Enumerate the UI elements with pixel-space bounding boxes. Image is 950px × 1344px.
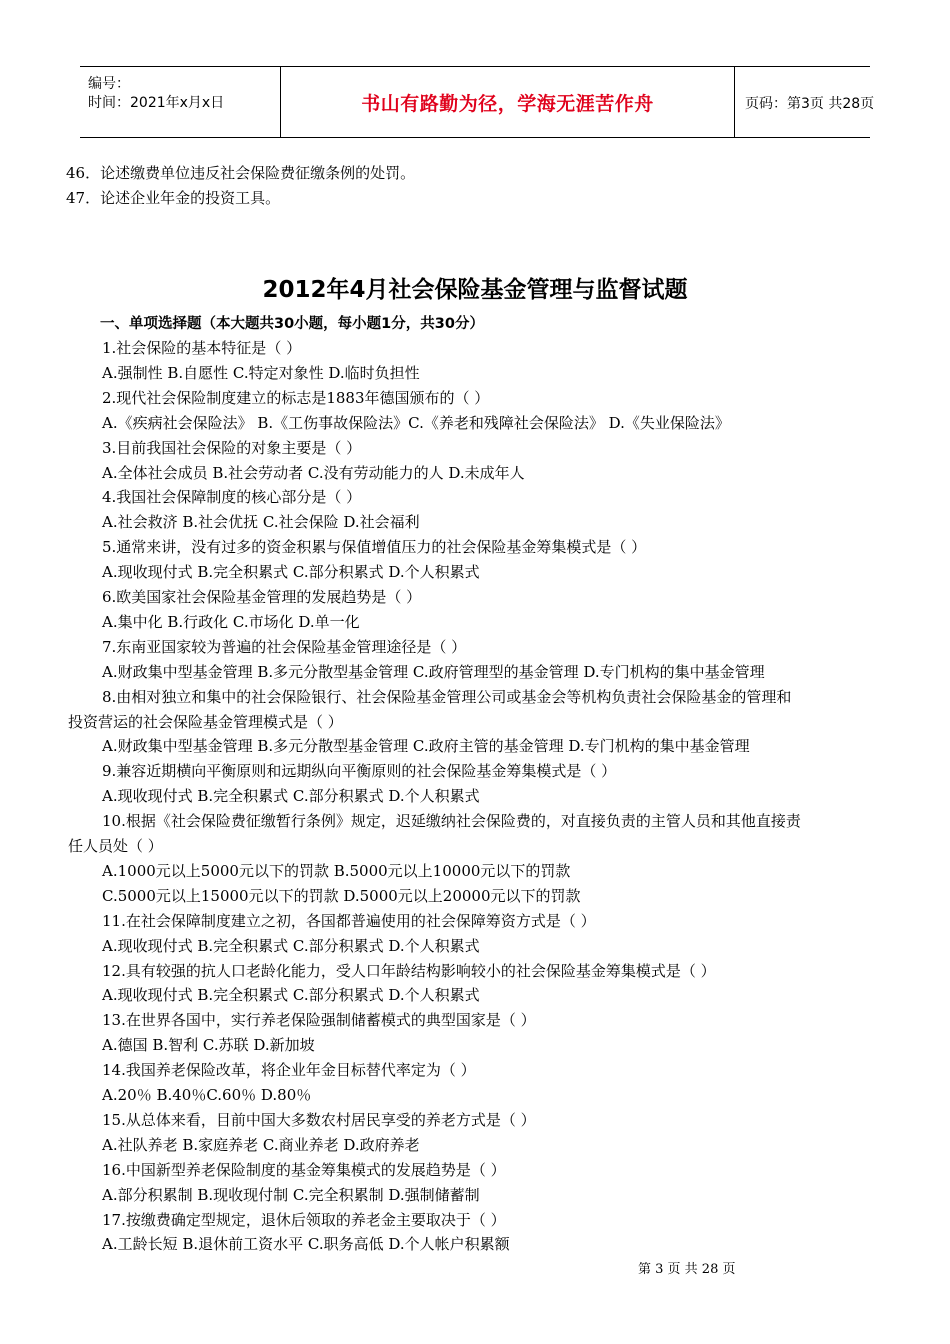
question-line: C.5000元以上15000元以下的罚款 D.5000元以上20000元以下的罚款 xyxy=(102,886,581,905)
question-line: A.20％ B.40％C.60％ D.80％ xyxy=(102,1086,312,1104)
question-line: 任人员处（ ） xyxy=(68,837,163,855)
question-line: A.《疾病社会保险法》 B.《工伤事故保险法》C.《养老和残障社会保险法》 D.《失业保险法》 xyxy=(102,413,730,432)
question-line: A.现收现付式 B.完全积累式 C.部分积累式 D.个人积累式 xyxy=(102,936,480,955)
section-heading: 一、单项选择题（本大题共30小题，每小题1分，共30分） xyxy=(100,316,484,332)
question-line: 8.由相对独立和集中的社会保险银行、社会保险基金管理公司或基金会等机构负责社会保险基金的管理和 xyxy=(102,687,792,706)
question-line: 投资营运的社会保险基金管理模式是（ ） xyxy=(68,712,343,731)
question-line: 4.我国社会保障制度的核心部分是（ ） xyxy=(102,488,362,507)
question-line: A.现收现付式 B.完全积累式 C.部分积累式 D.个人积累式 xyxy=(102,986,480,1005)
question-line: A.社会救济 B.社会优抚 C.社会保险 D.社会福利 xyxy=(102,513,420,532)
question-line: 5.通常来讲，没有过多的资金积累与保值增值压力的社会保险基金筹集模式是（ ） xyxy=(102,538,647,557)
question-line: A.现收现付式 B.完全积累式 C.部分积累式 D.个人积累式 xyxy=(102,563,480,582)
question-line: 12.具有较强的抗人口老龄化能力，受人口年龄结构影响较小的社会保险基金筹集模式是（ ） xyxy=(102,961,716,980)
header-left-cell xyxy=(80,67,280,137)
question-line: A.现收现付式 B.完全积累式 C.部分积累式 D.个人积累式 xyxy=(102,787,480,806)
question-line: A.财政集中型基金管理 B.多元分散型基金管理 C.政府主管的基金管理 D.专门机构的集中基金管理 xyxy=(102,737,750,756)
question-line: A.强制性 B.自愿性 C.特定对象性 D.临时负担性 xyxy=(102,363,420,382)
question-line: 11.在社会保障制度建立之初，各国都普遍使用的社会保障筹资方式是（ ） xyxy=(102,911,596,930)
question-line: A.财政集中型基金管理 B.多元分散型基金管理 C.政府管理型的基金管理 D.专门机构的集中基金管理 xyxy=(102,662,765,681)
page-footer: 第 3 页 共 28 页 xyxy=(638,1262,736,1277)
header-right-cell xyxy=(735,67,875,137)
time-label: 时间：2021年x月x日 xyxy=(88,95,225,111)
question-line: 14.我国养老保险改革，将企业年金目标替代率定为（ ） xyxy=(102,1061,476,1080)
number-label: 编号： xyxy=(88,76,130,92)
question-line: A.部分积累制 B.现收现付制 C.完全积累制 D.强制储蓄制 xyxy=(102,1185,480,1204)
question-line: 1.社会保险的基本特征是（ ） xyxy=(102,339,302,357)
question-line: A.德国 B.智利 C.苏联 D.新加坡 xyxy=(102,1036,315,1055)
question-line: 15.从总体来看，目前中国大多数农村居民享受的养老方式是（ ） xyxy=(102,1110,536,1129)
prev-question-46: 46．论述缴费单位违反社会保险费征缴条例的处罚。 xyxy=(66,164,416,182)
question-line: A.集中化 B.行政化 C.市场化 D.单一化 xyxy=(102,612,360,631)
question-line: 6.欧美国家社会保险基金管理的发展趋势是（ ） xyxy=(102,588,422,606)
question-line: 2.现代社会保险制度建立的标志是1883年德国颁布的（ ） xyxy=(102,388,490,407)
question-line: A.社队养老 B.家庭养老 C.商业养老 D.政府养老 xyxy=(102,1135,420,1154)
question-line: 10.根据《社会保险费征缴暂行条例》规定，迟延缴纳社会保险费的，对直接负责的主管人员和其他直接责 xyxy=(102,812,801,831)
prev-question-47: 47．论述企业年金的投资工具。 xyxy=(66,189,281,207)
question-line: 7.东南亚国家较为普遍的社会保险基金管理途径是（ ） xyxy=(102,637,467,656)
page-code: 页码：第3页 共28页 xyxy=(745,96,875,112)
question-line: 13.在世界各国中，实行养老保险强制储蓄模式的典型国家是（ ） xyxy=(102,1011,536,1030)
question-line: 3.目前我国社会保险的对象主要是（ ） xyxy=(102,438,362,457)
header-center-cell xyxy=(280,67,735,137)
question-line: A.工龄长短 B.退休前工资水平 C.职务高低 D.个人帐户积累额 xyxy=(102,1235,510,1254)
question-line: 17.按缴费确定型规定，退休后领取的养老金主要取决于（ ） xyxy=(102,1210,506,1229)
question-line: A.1000元以上5000元以下的罚款 B.5000元以上10000元以下的罚款 xyxy=(102,861,571,880)
question-line: 16.中国新型养老保险制度的基金筹集模式的发展趋势是（ ） xyxy=(102,1160,506,1179)
question-line: 9.兼容近期横向平衡原则和远期纵向平衡原则的社会保险基金筹集模式是（ ） xyxy=(102,762,617,781)
page-title: 2012年4月社会保险基金管理与监督试题 xyxy=(262,277,688,303)
motto: 书山有路勤为径，学海无涯苦作舟 xyxy=(361,93,654,115)
header-table xyxy=(80,66,875,138)
question-line: A.全体社会成员 B.社会劳动者 C.没有劳动能力的人 D.未成年人 xyxy=(102,463,525,482)
